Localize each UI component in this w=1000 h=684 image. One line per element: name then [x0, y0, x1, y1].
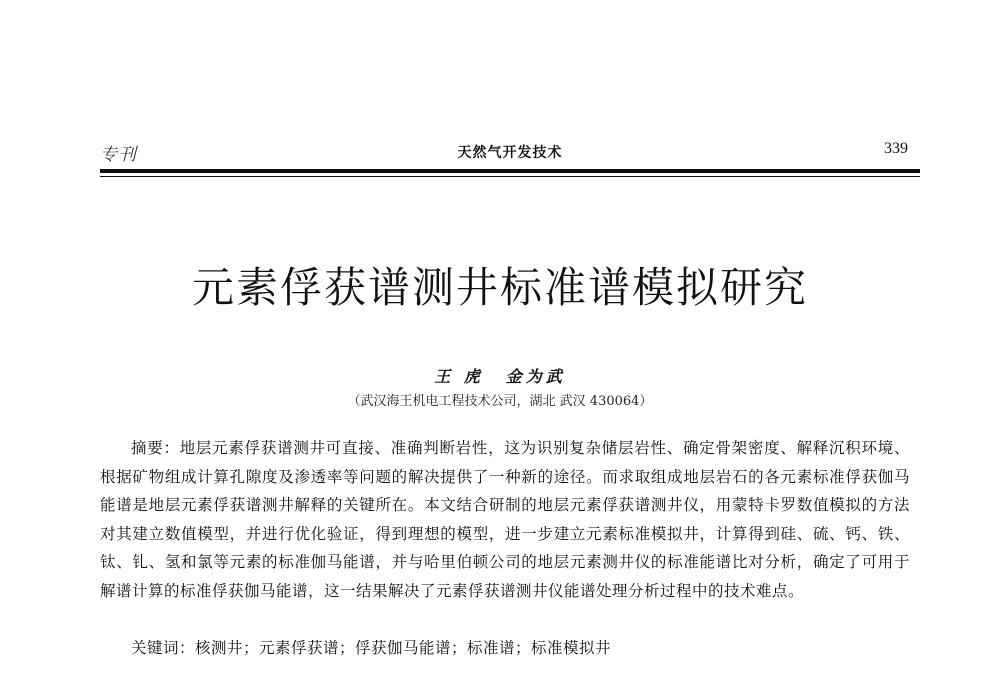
abstract: [100, 434, 910, 605]
header-rule-thick: [100, 169, 920, 173]
abstract-text: 地层元素俘获谱测井可直接、准确判断岩性，这为识别复杂储层岩性、确定骨架密度、解释沉积环境、根据矿物组成计算孔隙度及渗透率等问题的解决提供了一种新的途径。而求取组成地层岩石的各元素标准俘获伽马能谱是地层元素俘获谱测井解释的关键所在。本文结合研制的地层元素俘获谱测井仪，用蒙特卡罗数值模拟的方法对其建立数值模型，并进行优化验证，得到理想的模型，进一步建立元素标准模拟井，计算得到硅、硫、钙、铁、钛、钆、氢和氯等元素的标准伽马能谱，并与哈里伯顿公司的地层元素测井仪的标准能谱比对分析，确定了可用于解谱计算的标准俘获伽马能谱，这一结果解决了元素俘获谱测井仪能谱处理分析过程中的技术难点。: [100, 439, 910, 600]
affiliation: （武汉海王机电工程技术公司，湖北 武汉 430064）: [347, 394, 653, 409]
keywords-label: 关键词：: [131, 639, 196, 657]
author-list: [0, 364, 1000, 387]
section-label: 专刊: [100, 145, 138, 165]
paper-title: 元素俘获谱测井标准谱模拟研究: [191, 263, 808, 312]
author-name: 金为武: [505, 367, 566, 386]
journal-name: 天然气开发技术: [457, 145, 563, 161]
page-header: [100, 136, 920, 166]
page-number: 339: [884, 140, 908, 157]
abstract-label: 摘要：: [131, 439, 180, 457]
keywords: [100, 634, 910, 662]
author-name: 王 虎: [434, 367, 484, 386]
header-rule-thin: [100, 176, 920, 177]
keywords-text: 核测井；元素俘获谱；俘获伽马能谱；标准谱；标准模拟井: [195, 639, 612, 657]
